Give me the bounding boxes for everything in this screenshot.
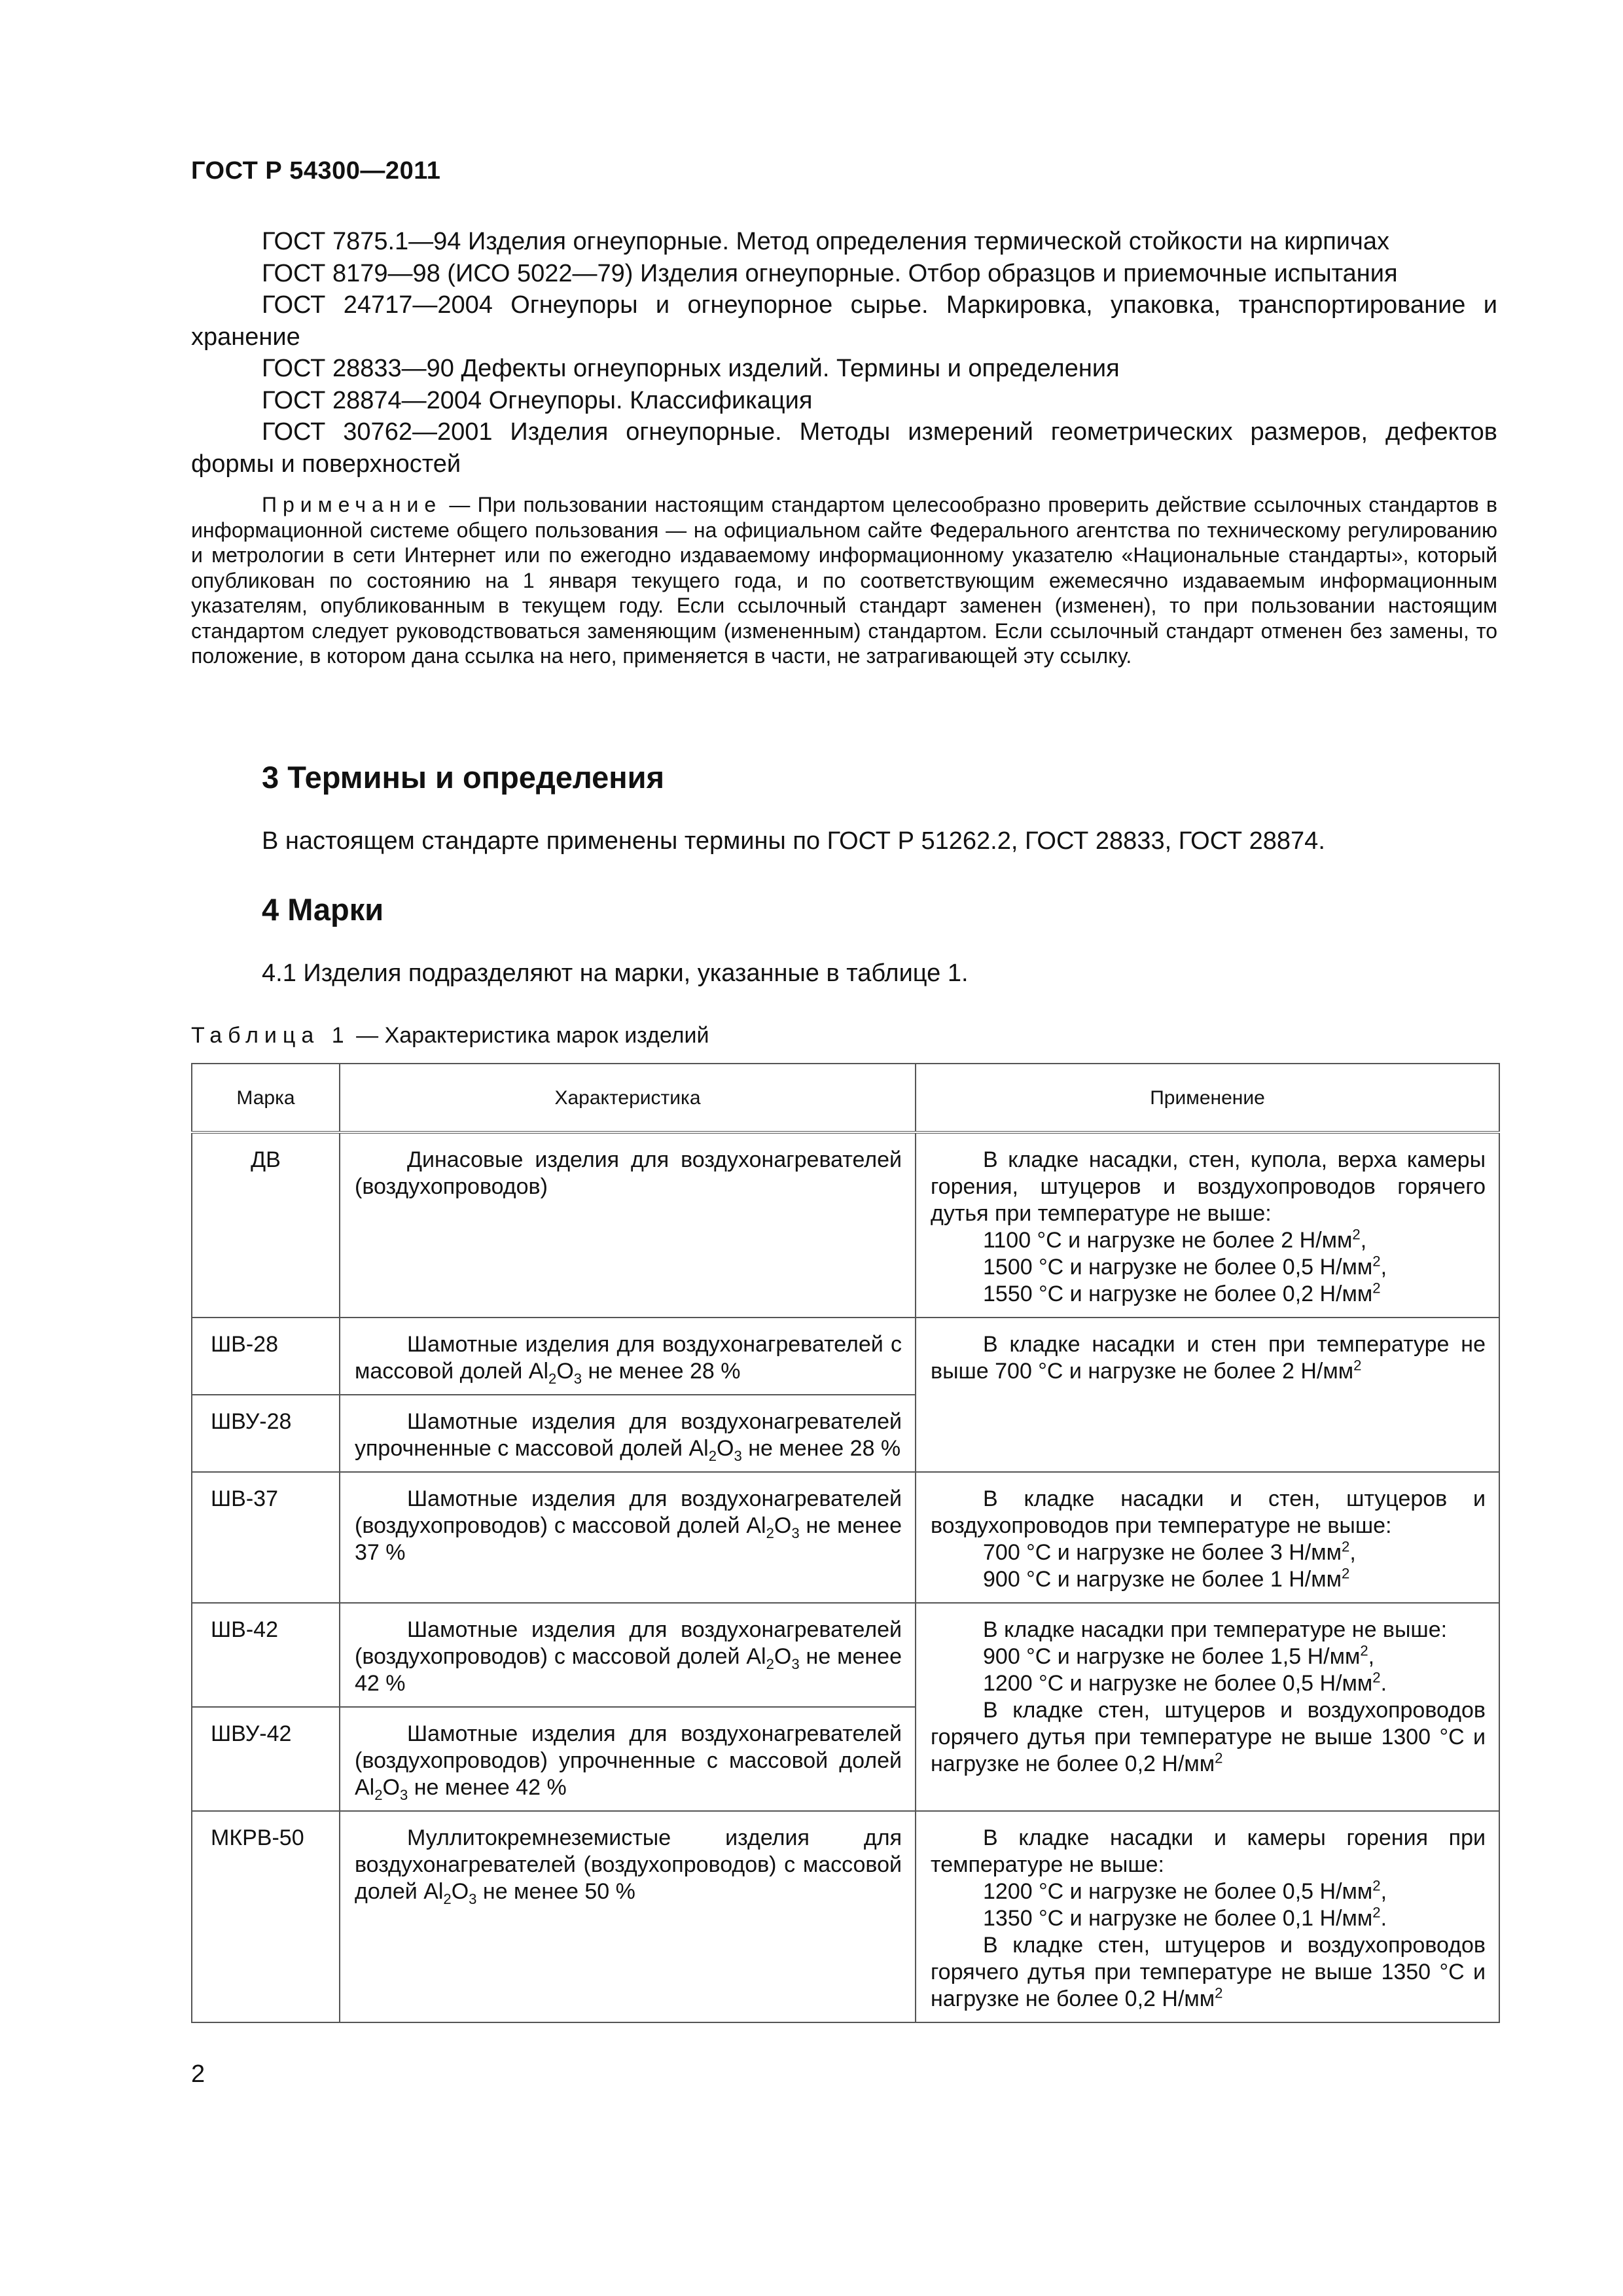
cell-characteristic: Шамотные изделия для воздухонагревателей (воздухопроводов) с массовой долей $Al_2O_3$ не менее 42 % xyxy=(340,1603,916,1707)
section-3-text: В настоящем стандарте применены термины по ГОСТ Р 51262.2, ГОСТ 28833, ГОСТ 28874. xyxy=(262,827,1325,855)
note-text: — При пользовании настоящим стандартом целесообразно проверить действие ссылочных стандартов в информационной системе общего пользования — на официальном сайте Федерального агентства по техническому регулированию и метрологии в сети Интернет или по ежегодно издаваемому информационному указателю «Национальные стандарты», который опубликован по состоянию на 1 января текущего года, и по соответствующим ежемесячно издаваемым информационным указателям, опубликованным в текущем году. Если ссылочный стандарт заменен (изменен), то при пользовании настоящим стандартом следует руководствоваться заменяющим (измененным) стандартом. Если ссылочный стандарт отменен без замены, то положение, в котором дана ссылка на него, применяется в части, не затрагивающей эту ссылку. xyxy=(191,493,1497,668)
application-paragraph: В кладке стен, штуцеров и воздухопроводов горячего дутья при температуре не выше 1300 °С и нагрузке не более 0,2 $Н/мм^2$ xyxy=(931,1698,1486,1776)
cell-characteristic: Шамотные изделия для воздухонагревателей с массовой долей $Al_2O_3$ не менее 28 % xyxy=(340,1318,916,1395)
table-row xyxy=(192,1132,1499,1318)
table-row xyxy=(192,1318,1499,1395)
reference-item: ГОСТ 24717—2004 Огнеупоры и огнеупорное сырье. Маркировка, упаковка, транспортирование и хранение xyxy=(191,291,1497,351)
reference-item: ГОСТ 30762—2001 Изделия огнеупорные. Методы измерений геометрических размеров, дефектов формы и поверхностей xyxy=(191,418,1497,478)
application-line: 700 °С и нагрузке не более 3 $Н/мм^2$, xyxy=(983,1538,1356,1565)
table-row xyxy=(192,1811,1499,2022)
section-4-1-text: 4.1 Изделия подразделяют на марки, указанные в таблице 1. xyxy=(262,960,969,987)
cell-mark: МКРВ-50 xyxy=(192,1811,340,2022)
table-caption-text: — Характеристика марок изделий xyxy=(349,1023,709,1048)
reference-item: ГОСТ 7875.1—94 Изделия огнеупорные. Метод определения термической стойкости на кирпичах xyxy=(262,228,1389,255)
cell-characteristic: Шамотные изделия для воздухонагревателей упрочненные с массовой долей $Al_2O_3$ не менее 28 % xyxy=(340,1395,916,1472)
cell-characteristic: Муллитокремнеземистые изделия для воздухонагревателей (воздухопроводов) с массовой долей $Al_2O_3$ не менее 50 % xyxy=(340,1811,916,2022)
table-1-caption xyxy=(191,1023,709,1049)
application-line: 1200 °С и нагрузке не более 0,5 $Н/мм^2$. xyxy=(983,1669,1387,1696)
cell-mark: ШВУ-42 xyxy=(192,1707,340,1811)
cell-characteristic: Шамотные изделия для воздухонагревателей (воздухопроводов) упрочненные с массовой долей $Al_2O_3$ не менее 42 % xyxy=(340,1707,916,1811)
references-note xyxy=(191,492,1497,669)
application-line: 1100 °С и нагрузке не более 2 $Н/мм^2$, xyxy=(983,1226,1367,1253)
cell-application xyxy=(916,1472,1499,1603)
application-line: 1550 °С и нагрузке не более 0,2 $Н/мм^2$ xyxy=(983,1280,1381,1306)
table-row xyxy=(192,1472,1499,1603)
cell-mark: ШВ-42 xyxy=(192,1603,340,1707)
header-mark: Марка xyxy=(192,1064,340,1132)
application-line: 900 °С и нагрузке не более 1,5 $Н/мм^2$, xyxy=(983,1642,1375,1669)
cell-mark: ШВ-37 xyxy=(192,1472,340,1603)
application-paragraph: В кладке стен, штуцеров и воздухопроводов горячего дутья при температуре не выше 1350 °С и нагрузке не более 0,2 $Н/мм^2$ xyxy=(931,1933,1486,2011)
page-number: 2 xyxy=(191,2060,205,2088)
table-row xyxy=(192,1603,1499,1707)
note-label: Примечание xyxy=(262,493,442,516)
cell-mark: ШВ-28 xyxy=(192,1318,340,1395)
application-line: 1200 °С и нагрузке не более 0,5 $Н/мм^2$, xyxy=(983,1877,1387,1904)
application-intro: В кладке насадки и стен, штуцеров и воздухопроводов при температуре не выше: xyxy=(931,1486,1486,1538)
application-intro: В кладке насадки при температуре не выше: xyxy=(983,1617,1448,1642)
reference-item: ГОСТ 8179—98 (ИСО 5022—79) Изделия огнеупорные. Отбор образцов и приемочные испытания xyxy=(262,259,1398,287)
cell-application xyxy=(916,1132,1499,1318)
reference-item: ГОСТ 28833—90 Дефекты огнеупорных изделий. Термины и определения xyxy=(262,355,1120,382)
cell-mark: ШВУ-28 xyxy=(192,1395,340,1472)
table-1-grades xyxy=(191,1063,1500,2023)
normative-references-list xyxy=(191,226,1497,480)
header-application: Применение xyxy=(916,1064,1499,1132)
header-characteristic: Характеристика xyxy=(340,1064,916,1132)
cell-application xyxy=(916,1603,1499,1811)
application-line: 900 °С и нагрузке не более 1 $Н/мм^2$ xyxy=(983,1565,1350,1592)
application-intro: В кладке насадки и камеры горения при температуре не выше: xyxy=(931,1825,1486,1877)
table-caption-label: Таблица 1 xyxy=(191,1023,350,1048)
application-line: 1500 °С и нагрузке не более 0,5 $Н/мм^2$, xyxy=(983,1253,1387,1280)
cell-characteristic: Динасовые изделия для воздухонагревателей (воздухопроводов) xyxy=(340,1132,916,1318)
section-3-title: 3 Термины и определения xyxy=(262,760,664,795)
page-header-standard-id: ГОСТ Р 54300—2011 xyxy=(191,157,441,185)
cell-mark: ДВ xyxy=(192,1132,340,1318)
section-4-title: 4 Марки xyxy=(262,892,384,927)
application-intro: В кладке насадки, стен, купола, верха камеры горения, штуцеров и воздухопроводов горячего дутья при температуре не выше: xyxy=(931,1147,1486,1226)
table-header-row xyxy=(192,1064,1499,1132)
cell-application xyxy=(916,1811,1499,2022)
reference-item: ГОСТ 28874—2004 Огнеупоры. Классификация xyxy=(262,386,813,414)
cell-application: В кладке насадки и стен при температуре не выше 700 °С и нагрузке не более 2 $Н/мм^2$ xyxy=(916,1318,1499,1472)
cell-characteristic: Шамотные изделия для воздухонагревателей (воздухопроводов) с массовой долей $Al_2O_3$ не менее 37 % xyxy=(340,1472,916,1603)
application-line: 1350 °С и нагрузке не более 0,1 $Н/мм^2$. xyxy=(983,1904,1387,1931)
